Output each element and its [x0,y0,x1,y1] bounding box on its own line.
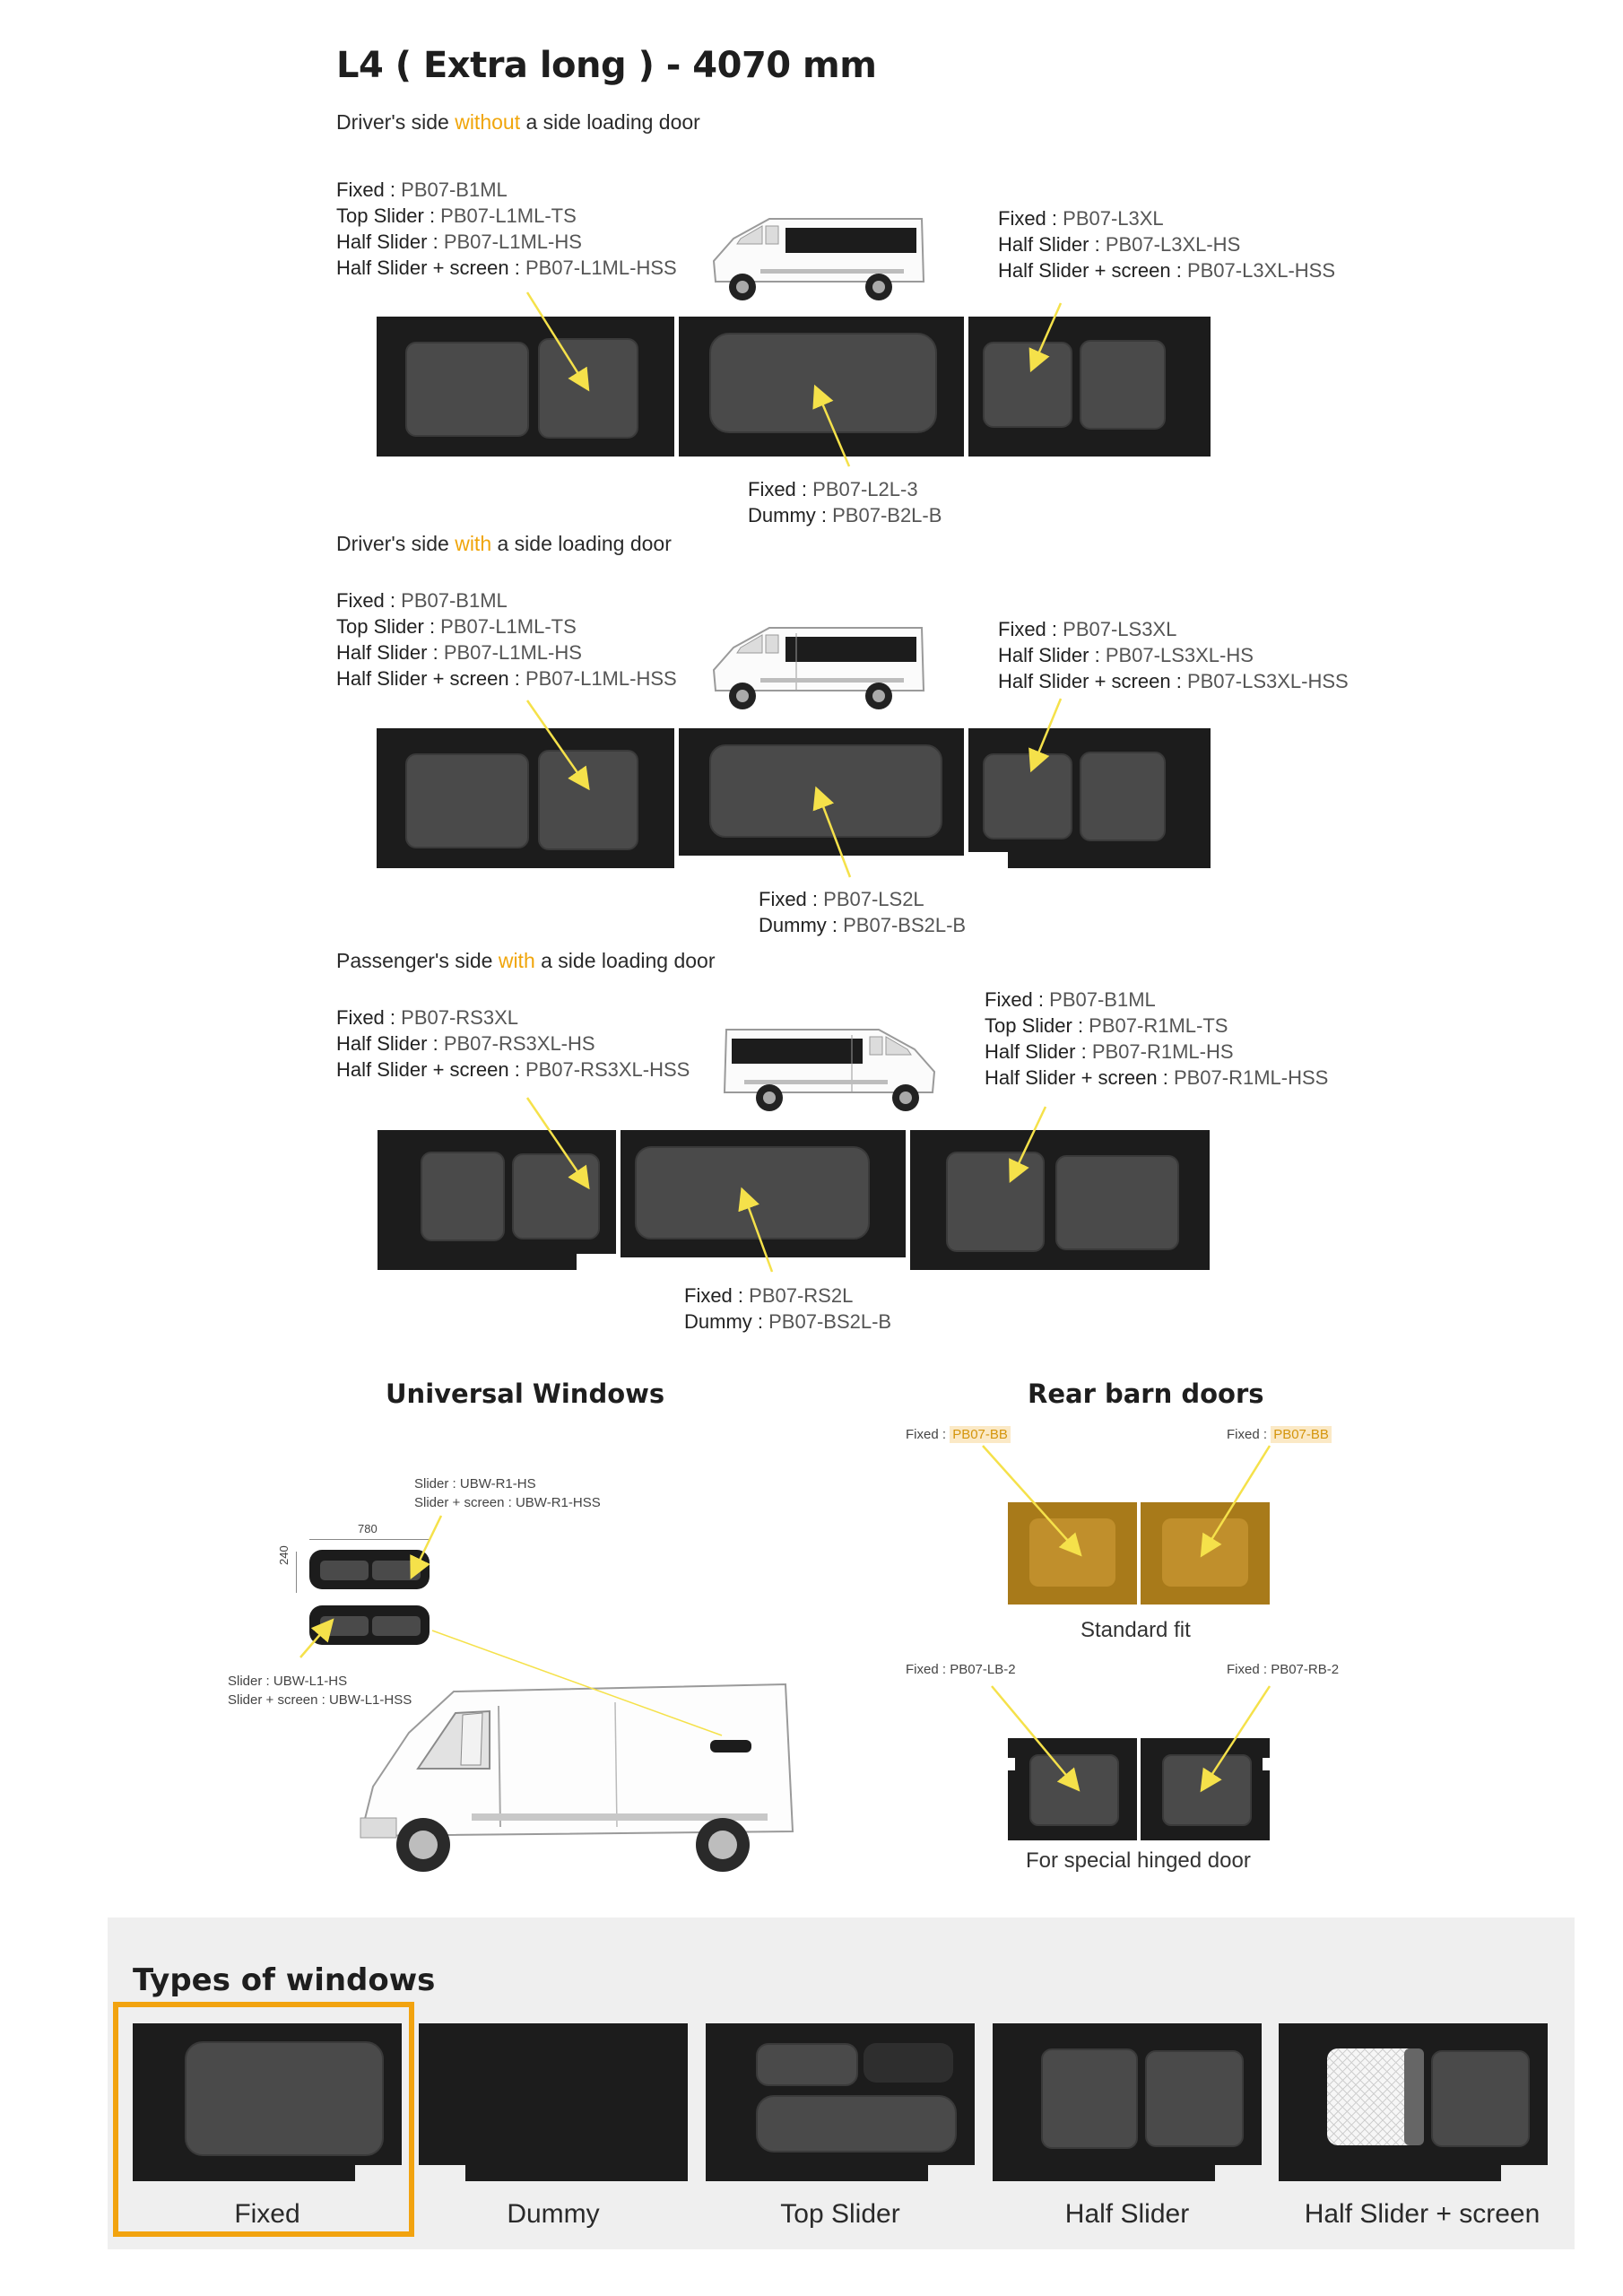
label-key: Fixed : [998,207,1063,230]
part-code: PB07-R1ML-TS [1089,1014,1228,1037]
part-code: PB07-BS2L-B [843,914,967,936]
hinged-door-caption: For special hinged door [1026,1848,1251,1873]
universal-windows-title: Universal Windows [386,1378,665,1409]
part-code: PB07-LS3XL-HS [1105,644,1254,666]
arrow [414,1516,441,1571]
label-key: Dummy : [684,1310,769,1333]
part-code: PB07-BB [950,1426,1011,1443]
label-key: Fixed : [998,618,1063,640]
label-key: Fixed : [1227,1427,1271,1442]
part-code: PB07-L1ML-HSS [525,257,677,279]
label-key: Half Slider : [336,1032,444,1055]
heading-text: a side loading door [520,110,700,134]
label-key: Slider + screen : [414,1495,516,1510]
part-code: PB07-L1ML-TS [440,615,577,638]
heading-text: Driver's side [336,110,456,134]
part-code: PB07-B1ML [401,178,508,201]
part-code: UBW-R1-HS [459,1476,536,1492]
label-key: Top Slider : [985,1014,1089,1037]
label-key: Fixed : [336,1006,402,1029]
arrow [300,1625,328,1657]
label-key: Half Slider + screen : [336,257,525,279]
heading-highlight: with [498,949,535,972]
arrow [1013,1107,1046,1175]
arrow [527,700,585,783]
label-key: Slider : [414,1476,460,1492]
part-code: PB07-LS3XL [1063,618,1177,640]
part-code: PB07-B2L-B [832,504,942,526]
part-code: PB07-RS3XL-HS [443,1032,595,1055]
types-of-windows-title: Types of windows [133,1962,436,1998]
part-code: PB07-R1ML-HSS [1173,1066,1329,1089]
part-code: PB07-RS3XL-HSS [525,1058,690,1081]
part-code: PB07-L3XL-HS [1105,233,1241,256]
arrow [1205,1686,1270,1785]
part-code: PB07-B1ML [401,589,508,612]
arrow [818,393,849,466]
standard-fit-caption: Standard fit [1081,1618,1191,1642]
label-key: Fixed : [906,1662,950,1677]
heading-text: Driver's side [336,532,456,555]
part-code: PB07-BB [1271,1426,1332,1443]
heading-text: a side loading door [534,949,716,972]
label-key: Top Slider : [336,615,441,638]
label-key: Half Slider + screen : [336,667,525,690]
part-code: PB07-LS3XL-HSS [1186,670,1349,692]
label-key: Half Slider : [985,1040,1092,1063]
part-code: PB07-RB-2 [1271,1662,1340,1677]
label-key: Dummy : [759,914,844,936]
part-code: PB07-RS2L [749,1284,854,1307]
label-key: Half Slider + screen : [985,1066,1174,1089]
dimension-width: 780 [358,1522,378,1535]
label-key: Half Slider : [998,644,1106,666]
part-code: PB07-LB-2 [950,1662,1016,1677]
label-key: Fixed : [336,178,402,201]
label-key: Half Slider : [336,230,444,253]
label-key: Half Slider + screen : [998,259,1187,282]
label-key: Dummy : [748,504,833,526]
label-key: Half Slider + screen : [998,670,1187,692]
heading-text: a side loading door [491,532,672,555]
part-code: PB07-L3XL [1063,207,1164,230]
arrow [744,1196,772,1272]
part-code: PB07-R1ML-HS [1091,1040,1234,1063]
label-key: Half Slider : [336,641,444,664]
page-title: L4 ( Extra long ) - 4070 mm [336,45,877,86]
arrow [983,1446,1076,1550]
type-label-top-slider: Top Slider [780,2199,900,2229]
arrow [819,795,850,877]
label-key: Slider : [228,1674,273,1689]
arrow [1205,1446,1270,1550]
label-key: Fixed : [748,478,813,500]
type-label-fixed: Fixed [234,2199,300,2229]
part-code: UBW-R1-HSS [515,1495,601,1510]
arrow [1034,303,1061,364]
arrow [432,1631,722,1735]
type-label-half-slider: Half Slider [1064,2199,1190,2229]
part-code: PB07-L1ML-HS [443,230,582,253]
heading-highlight: with [455,532,492,555]
dimension-height: 240 [277,1545,291,1565]
label-key: Fixed : [1227,1662,1271,1677]
label-key: Slider + screen : [228,1692,329,1708]
label-key: Fixed : [336,589,402,612]
part-code: PB07-L2L-3 [812,478,918,500]
part-code: UBW-L1-HS [273,1674,348,1689]
arrow [527,1098,585,1182]
label-key: Half Slider : [998,233,1106,256]
label-key: Fixed : [985,988,1050,1011]
label-key: Fixed : [906,1427,950,1442]
arrow [527,292,585,384]
part-code: PB07-LS2L [823,888,924,910]
part-code: PB07-L1ML-TS [440,204,577,227]
part-code: UBW-L1-HSS [328,1692,412,1708]
heading-text: Passenger's side [336,949,499,972]
arrow [1034,699,1061,764]
type-label-half-slider-screen: Half Slider + screen [1304,2199,1541,2229]
part-code: PB07-B1ML [1049,988,1156,1011]
label-key: Half Slider + screen : [336,1058,525,1081]
part-code: PB07-L1ML-HS [443,641,582,664]
part-code: PB07-RS3XL [401,1006,518,1029]
label-key: Fixed : [759,888,824,910]
heading-highlight: without [455,110,521,134]
label-key: Top Slider : [336,204,441,227]
type-label-dummy: Dummy [507,2199,600,2229]
rear-barn-doors-title: Rear barn doors [1028,1378,1264,1409]
label-key: Fixed : [684,1284,750,1307]
arrow [992,1686,1074,1785]
part-code: PB07-L1ML-HSS [525,667,677,690]
part-code: PB07-BS2L-B [768,1310,892,1333]
part-code: PB07-L3XL-HSS [1186,259,1336,282]
